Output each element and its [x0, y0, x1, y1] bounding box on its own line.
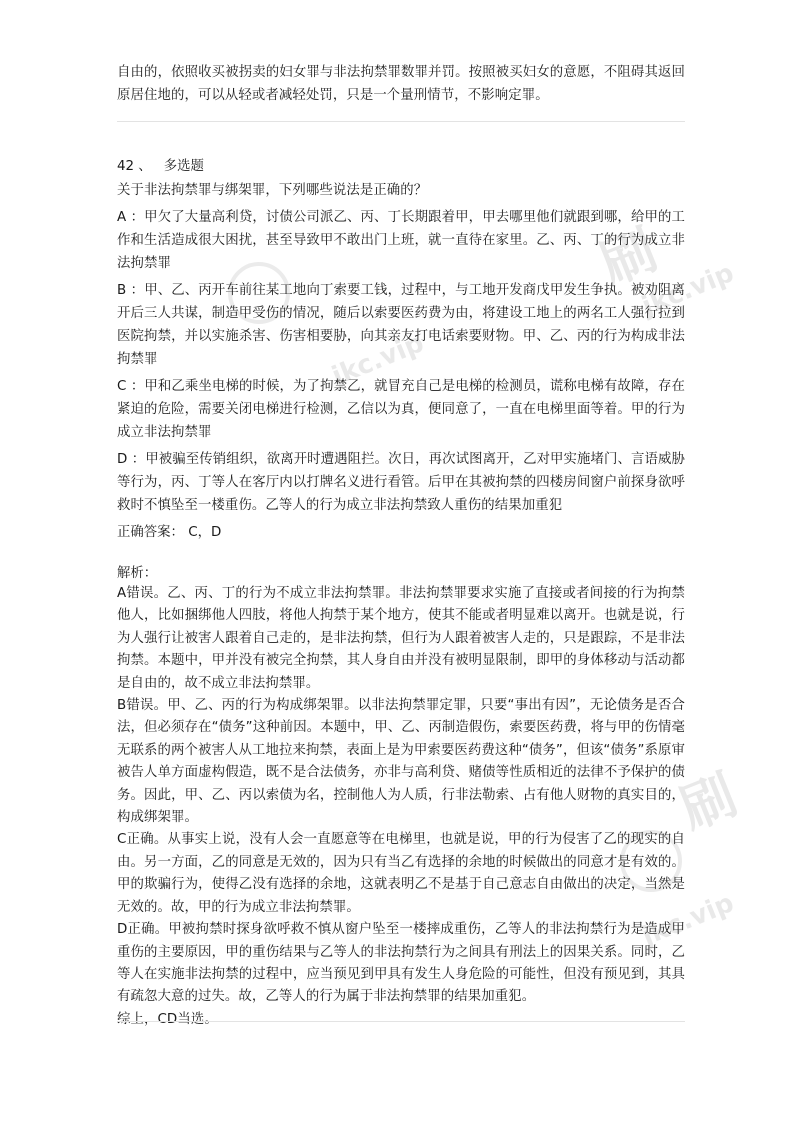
- option-text: 甲欠了大量高利贷，讨债公司派乙、丙、丁长期跟着甲，甲去哪里他们就跟到哪，给甲的工作和生活造成很大困扰，甚至导致甲不敢出门上班，就一直待在家里。乙、丙、丁的行为成立非法拘禁罪: [117, 210, 685, 271]
- option-text: 甲和乙乘坐电梯的时候，为了拘禁乙，就冒充自己是电梯的检测员，谎称电梯有故障，存在紧迫的危险，需要关闭电梯进行检测，乙信以为真，便同意了，一直在电梯里面等着。甲的行为成立非法拘禁罪: [117, 379, 685, 440]
- option-d: [117, 448, 685, 517]
- divider: [117, 121, 685, 122]
- watermark-domain: jkc.vip: [327, 328, 429, 392]
- question-number: 42 、: [117, 159, 152, 174]
- divider: [117, 1021, 685, 1022]
- question-header: [117, 155, 204, 178]
- watermark-brand: 刷: [591, 217, 666, 297]
- analysis-paragraph-d: D正确。甲被拘禁时探身欲呼救不慎从窗户坠至一楼摔成重伤，乙等人的非法拘禁行为是造成甲重伤的主要原因，甲的重伤结果与乙等人的非法拘禁行为之间具有刑法上的因果关系。同时，乙等人在实施非法拘禁的过程中，应当预见到甲具有发生人身危险的可能性，但没有预见到，其具有疏忽大意的过失。故，乙等人的行为属于非法拘禁罪的结果加重犯。: [117, 922, 685, 1005]
- answer-value: C，D: [188, 525, 222, 540]
- watermark-brand: 刷: [671, 762, 746, 842]
- watermark-domain: jkc.vip: [637, 888, 739, 952]
- question-type: 多选题: [163, 159, 204, 174]
- option-text: 甲、乙、丙开车前往某工地向丁索要工钱，过程中，与工地开发商戊甲发生争执。被劝阻离开后三人共谋，制造甲受伤的情况，随后以索要医药费为由，将建设工地上的两名工人强行拉到医院拘禁，并以实施杀害、伤害相要胁，向其亲友打电话索要财物。甲、乙、丙的行为构成非法拘禁罪: [117, 283, 685, 367]
- option-c: [117, 375, 685, 444]
- analysis-paragraph-c: C正确。从事实上说，没有人会一直愿意等在电梯里，也就是说，甲的行为侵害了乙的现实的自由。另一方面，乙的同意是无效的，因为只有当乙有选择的余地的时候做出的同意才是有效的。甲的欺骗行为，使得乙没有选择的余地，这就表明乙不是基于自己意志自由做出的决定，当然是无效的。故，甲的行为成立非法拘禁罪。: [117, 832, 685, 915]
- correct-answer: [117, 521, 221, 544]
- option-letter: C ：: [117, 379, 145, 394]
- option-a: [117, 206, 685, 275]
- previous-analysis-tail: 自由的，依照收买被拐卖的妇女罪与非法拘禁罪数罪并罚。按照被买妇女的意愿，不阻碍其返回原居住地的，可以从轻或者减轻处罚，只是一个量刑情节，不影响定罪。: [117, 65, 685, 103]
- option-letter: B ：: [117, 283, 145, 298]
- option-letter: D ：: [117, 452, 146, 467]
- analysis-conclusion: 综上，CD当选。: [117, 1011, 218, 1027]
- analysis-body: [117, 583, 685, 1031]
- analysis-paragraph-a: A错误。乙、丙、丁的行为不成立非法拘禁罪。非法拘禁罪要求实施了直接或者间接的行为拘禁他人，比如捆绑他人四肢，将他人拘禁于某个地方，使其不能或者明显难以离开。也就是说，行为人强行让被害人跟着自己走的，是非法拘禁，但行为人跟着被害人走的，只是跟踪，不是非法拘禁。本题中，甲并没有被完全拘禁，其人身自由并没有被明显限制，即甲的身体移动与活动都是自由的，故不成立非法拘禁罪。: [117, 586, 685, 691]
- question-stem: 关于非法拘禁罪与绑架罪，下列哪些说法是正确的？: [117, 183, 428, 198]
- option-text: 甲被骗至传销组织，欲离开时遭遇阻拦。次日，再次试图离开，乙对甲实施堵门、言语威胁等行为，丙、丁等人在客厅内以打牌名义进行看管。后甲在其被拘禁的四楼房间窗户前探身欲呼救时不慎坠至一楼重伤。乙等人的行为成立非法拘禁致人重伤的结果加重犯: [117, 452, 685, 513]
- option-list: [117, 206, 685, 521]
- analysis-label: 解析：: [117, 566, 158, 581]
- option-letter: A ：: [117, 210, 145, 225]
- answer-label: 正确答案：: [117, 525, 184, 540]
- watermark-domain: jkc.vip: [637, 258, 739, 322]
- analysis-paragraph-b: B错误。甲、乙、丙的行为构成绑架罪。以非法拘禁罪定罪，只要“事出有因”，无论债务是否合法，但必须存在“债务”这种前因。本题中，甲、乙、丙制造假伤，索要医药费，将与甲的伤情毫无联系的两个被害人从工地拉来拘禁，表面上是为甲索要医药费这种“债务”，但该“债务”系原审被告人单方面虚构假造，既不是合法债务，亦非与高利贷、赌债等性质相近的法律不予保护的债务。因此，甲、乙、丙以索债为名，控制他人为人质，行非法勒索、占有他人财物的真实目的，构成绑架罪。: [117, 698, 685, 826]
- option-b: [117, 279, 685, 371]
